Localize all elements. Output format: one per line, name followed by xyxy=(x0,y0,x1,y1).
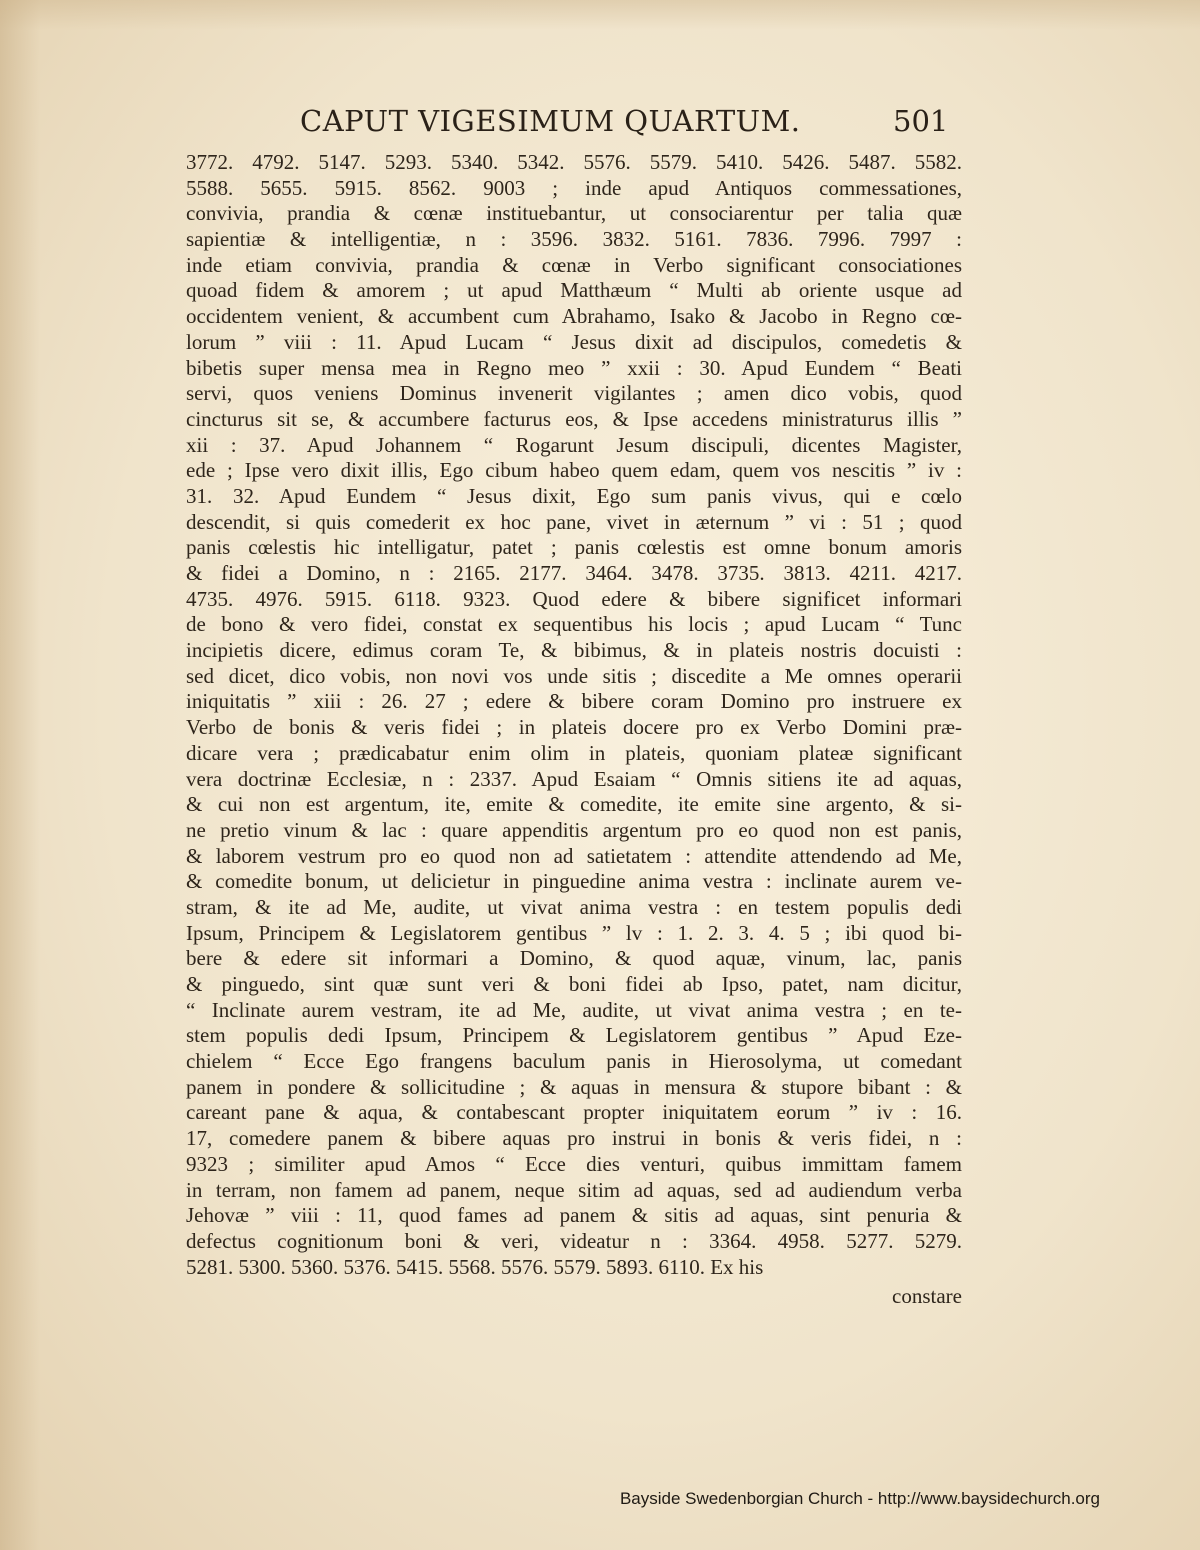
text-line: 9323 ; similiter apud Amos “ Ecce dies venturi, quibus immittam famem xyxy=(186,1151,962,1176)
text-line: Ipsum, Principem & Legislatorem gentibus ” lv : 1. 2. 3. 4. 5 ; ibi quod bi- xyxy=(186,920,962,945)
text-line: “ Inclinate aurem vestram, ite ad Me, audite, ut vivat anima vestra ; en te- xyxy=(186,997,962,1022)
text-line: & fidei a Domino, n : 2165. 2177. 3464. 3478. 3735. 3813. 4211. 4217. xyxy=(186,561,962,585)
text-line: dicare vera ; prædicabatur enim olim in plateis, quoniam plateæ significant xyxy=(186,740,962,765)
text-line: descendit, si quis comederit ex hoc pane, vivet in æternum ” vi : 51 ; quod xyxy=(186,509,962,534)
text-line: cincturus sit se, & accumbere facturus eos, & Ipse accedens ministraturus illis ” xyxy=(186,406,962,431)
text-line: ne pretio vinum & lac : quare appenditis argentum pro eo quod non est panis, xyxy=(186,817,962,842)
text-line: xii : 37. Apud Johannem “ Rogarunt Jesum discipuli, dicentes Magister, xyxy=(186,432,962,457)
page-number: 501 xyxy=(893,104,949,138)
text-line: bibetis super mensa mea in Regno meo ” xxii : 30. Apud Eundem “ Beati xyxy=(186,355,962,380)
text-line: inde etiam convivia, prandia & cœnæ in Verbo significant consociationes xyxy=(186,252,962,277)
text-line: 4735. 4976. 5915. 6118. 9323. Quod edere & bibere significet informari xyxy=(186,586,962,611)
text-line: ede ; Ipse vero dixit illis, Ego cibum habeo quem edam, quem vos nescitis ” iv : xyxy=(186,458,962,483)
text-line: Jehovæ ” viii : 11, quod fames ad panem & sitis ad aquas, sint penuria & xyxy=(186,1203,962,1228)
catchword: constare xyxy=(892,1284,962,1308)
text-line: sed dicet, dico vobis, non novi vos unde sitis ; discedite a Me omnes operarii xyxy=(186,663,962,688)
text-line: in terram, non famem ad panem, neque sitim ad aquas, sed ad audiendum verba xyxy=(186,1177,962,1202)
text-line: & laborem vestrum pro eo quod non ad satietatem : attendite attendendo ad Me, xyxy=(186,843,962,868)
text-line: careant pane & aqua, & contabescant propter iniquitatem eorum ” iv : 16. xyxy=(186,1100,962,1125)
text-line: & cui non est argentum, ite, emite & comedite, ite emite sine argento, & si- xyxy=(186,792,962,817)
footer-credit: Bayside Swedenborgian Church - http://www.baysidechurch.org xyxy=(619,1489,1100,1508)
text-line: lorum ” viii : 11. Apud Lucam “ Jesus dixit ad discipulos, comedetis & xyxy=(186,329,962,354)
text-line: incipietis dicere, edimus coram Te, & bibimus, & in plateis nostris docuisti : xyxy=(186,638,962,663)
text-line: 3772. 4792. 5147. 5293. 5340. 5342. 5576. 5579. 5410. 5426. 5487. 5582. xyxy=(186,150,962,174)
text-line: stram, & ite ad Me, audite, ut vivat anima vestra : en testem populis dedi xyxy=(186,894,962,919)
text-line: 31. 32. Apud Eundem “ Jesus dixit, Ego sum panis vivus, qui e cœlo xyxy=(186,483,962,508)
text-line: convivia, prandia & cœnæ instituebantur, ut consociarentur per talia quæ xyxy=(186,201,962,226)
text-line: panis cœlestis hic intelligatur, patet ; panis cœlestis est omne bonum amoris xyxy=(186,535,962,560)
running-head: CAPUT VIGESIMUM QUARTUM. xyxy=(300,104,801,138)
text-line: panem in pondere & sollicitudine ; & aquas in mensura & stupore bibant : & xyxy=(186,1074,962,1099)
body-text xyxy=(186,150,962,1280)
text-line: Verbo de bonis & veris fidei ; in plateis docere pro ex Verbo Domini præ- xyxy=(186,715,962,740)
text-line: bere & edere sit informari a Domino, & quod aquæ, vinum, lac, panis xyxy=(186,946,962,971)
text-line: occidentem venient, & accumbent cum Abrahamo, Isako & Jacobo in Regno cœ- xyxy=(186,304,962,329)
page-edge-shadow xyxy=(0,0,40,1550)
text-line: de bono & vero fidei, constat ex sequentibus his locis ; apud Lucam “ Tunc xyxy=(186,612,962,637)
text-line: stem populis dedi Ipsum, Principem & Legislatorem gentibus ” Apud Eze- xyxy=(186,1023,962,1048)
text-line: quoad fidem & amorem ; ut apud Matthæum “ Multi ab oriente usque ad xyxy=(186,278,962,303)
text-line: vera doctrinæ Ecclesiæ, n : 2337. Apud Esaiam “ Omnis sitiens ite ad aquas, xyxy=(186,766,962,791)
text-line: defectus cognitionum boni & veri, videatur n : 3364. 4958. 5277. 5279. xyxy=(186,1228,962,1253)
text-line: & comedite bonum, ut delicietur in pinguedine anima vestra : inclinate aurem ve- xyxy=(186,869,962,894)
text-line: servi, quos veniens Dominus invenerit vigilantes ; amen dico vobis, quod xyxy=(186,381,962,406)
text-line: sapientiæ & intelligentiæ, n : 3596. 3832. 5161. 7836. 7996. 7997 : xyxy=(186,227,962,252)
text-line: chielem “ Ecce Ego frangens baculum panis in Hierosolyma, ut comedant xyxy=(186,1049,962,1074)
text-line: iniquitatis ” xiii : 26. 27 ; edere & bibere coram Domino pro instruere ex xyxy=(186,689,962,714)
page-top-shadow xyxy=(0,0,1200,30)
text-line: 5281. 5300. 5360. 5376. 5415. 5568. 5576. 5579. 5893. 6110. Ex his xyxy=(186,1254,764,1279)
text-line: 17, comedere panem & bibere aquas pro instrui in bonis & veris fidei, n : xyxy=(186,1126,962,1151)
text-line: & pinguedo, sint quæ sunt veri & boni fidei ab Ipso, patet, nam dicitur, xyxy=(186,972,962,996)
text-line: 5588. 5655. 5915. 8562. 9003 ; inde apud Antiquos commessationes, xyxy=(186,175,962,200)
